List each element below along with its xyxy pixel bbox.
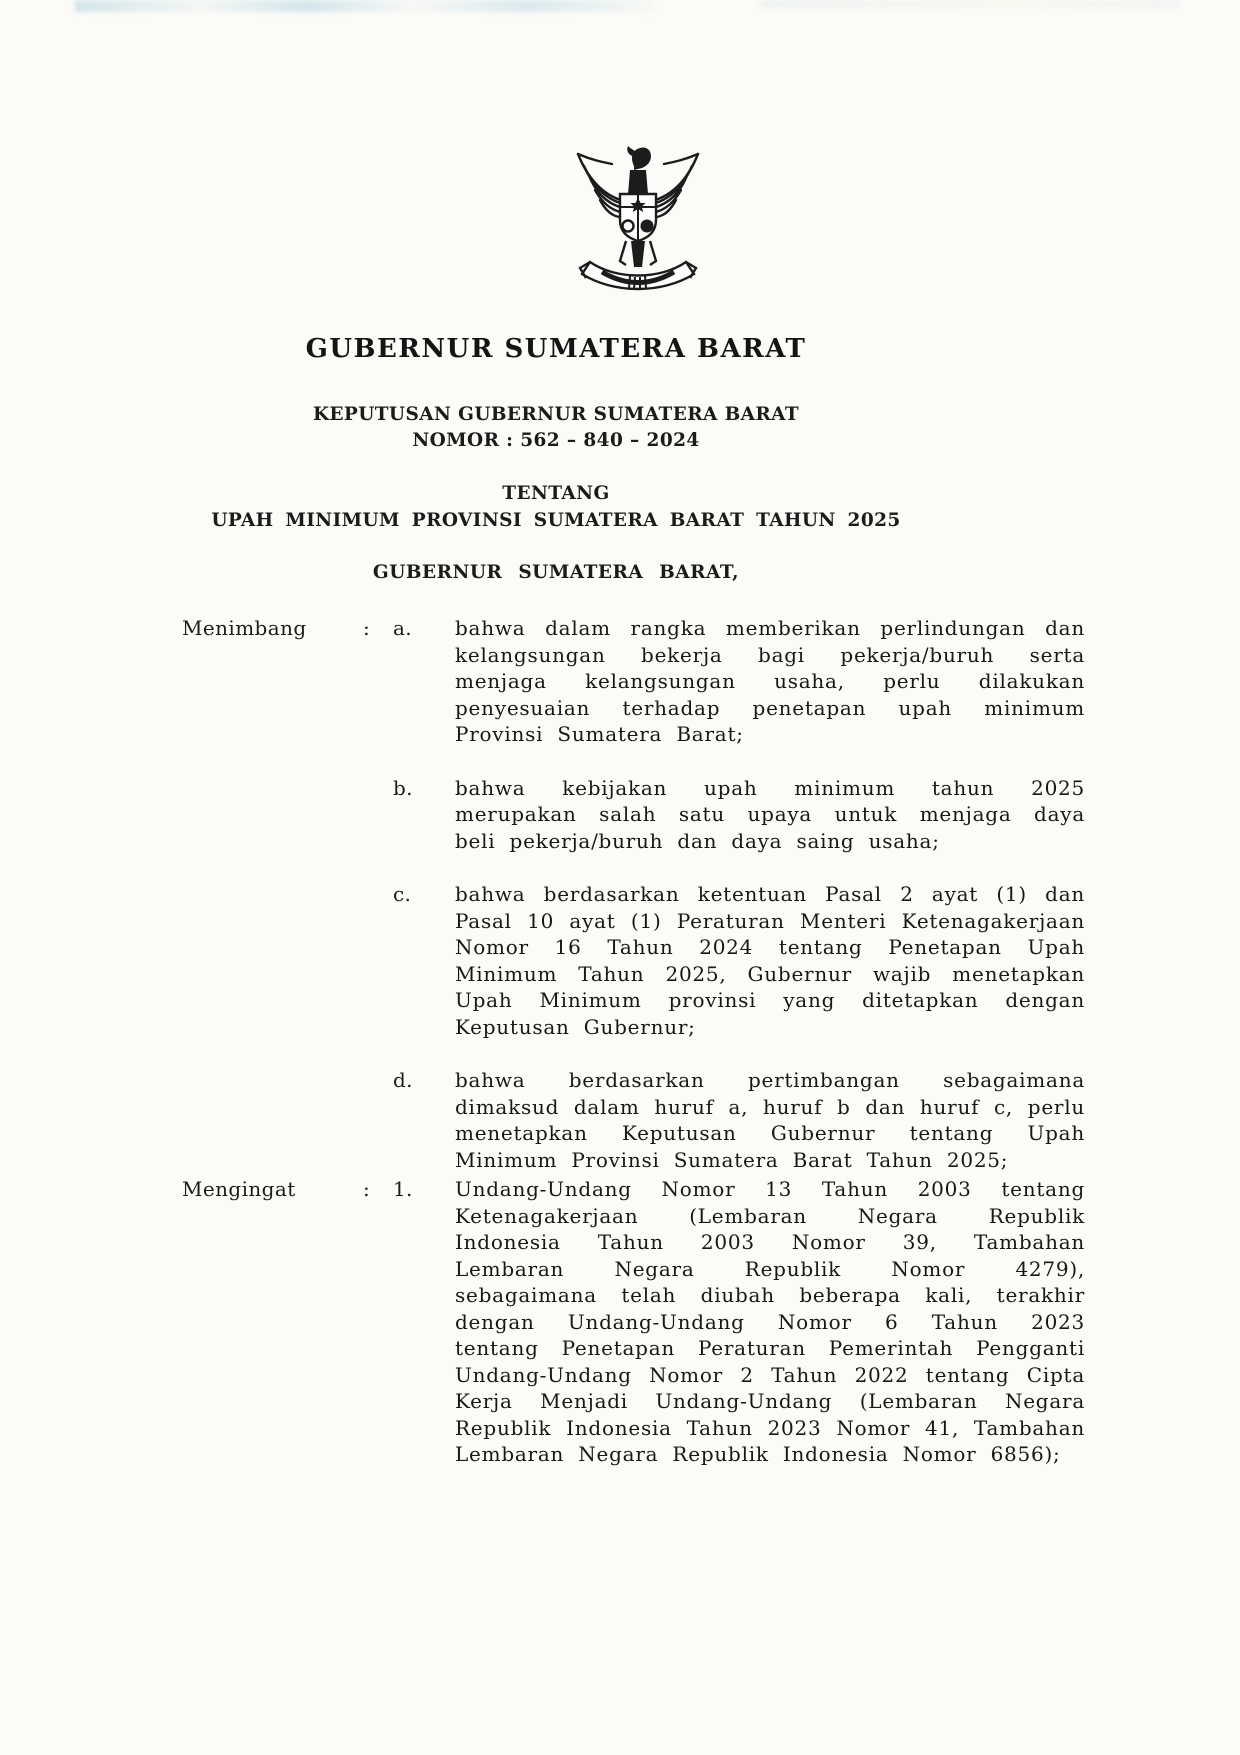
item-marker: 1. (393, 1177, 413, 1201)
about-subject: UPAH MINIMUM PROVINSI SUMATERA BARAT TAHUN 2025 (211, 510, 901, 531)
section-colon: : (363, 1177, 370, 1201)
item-marker: a. (393, 616, 412, 640)
section-label: Menimbang (182, 616, 307, 640)
page-title: GUBERNUR SUMATERA BARAT (305, 334, 807, 364)
about-label: TENTANG (502, 483, 610, 504)
decree-title: KEPUTUSAN GUBERNUR SUMATERA BARAT (312, 404, 800, 425)
issuer-salutation: GUBERNUR SUMATERA BARAT, (372, 562, 740, 583)
consideration-item: bahwa berdasarkan ketentuan Pasal 2 ayat (1) dan Pasal 10 ayat (1) Peraturan Menteri Ketenagakerjaan Nomor 16 Tahun 2024 tentang Penetapan Upah Minimum Tahun 2025, Gubernur wajib menetapkan Upah Minimum provinsi yang ditetapkan dengan Keputusan Gubernur; (455, 882, 1085, 1039)
section-colon: : (363, 616, 370, 640)
mengingat-section (182, 1176, 1085, 1468)
scan-artifact (760, 0, 1180, 8)
spacer (363, 881, 393, 1040)
menimbang-section (182, 615, 1085, 1173)
consideration-item: bahwa kebijakan upah minimum tahun 2025 merupakan salah satu upaya untuk menjaga daya beli pekerja/buruh dan daya saing usaha; (455, 775, 1085, 853)
decree-heading (176, 402, 936, 454)
spacer (182, 1067, 363, 1173)
section-label: Mengingat (182, 1177, 296, 1201)
legal-basis-item: Undang-Undang Nomor 13 Tahun 2003 tentang Ketenagakerjaan (Lembaran Negara Republik Indonesia Tahun 2003 Nomor 39, Tambahan Lembaran Negara Republik Nomor 4279), sebagaimana telah diubah beberapa kali, terakhir dengan Undang-Undang Nomor 6 Tahun 2023 tentang Penetapan Peraturan Pemerintah Pengganti Undang-Undang Nomor 2 Tahun 2022 tentang Cipta Kerja Menjadi Undang-Undang (Lembaran Negara Republik Indonesia Tahun 2023 Nomor 41, Tambahan Lembaran Negara Republik Indonesia Nomor 6856); (455, 1177, 1085, 1466)
decree-number: NOMOR : 562 – 840 – 2024 (412, 430, 700, 451)
spacer (182, 881, 363, 1040)
spacer (363, 775, 393, 855)
item-marker: b. (393, 775, 413, 800)
scan-artifact (75, 0, 655, 12)
about-heading (176, 480, 936, 534)
spacer (363, 1067, 393, 1173)
consideration-item: bahwa dalam rangka memberikan perlindungan dan kelangsungan bekerja bagi pekerja/buruh serta menjaga kelangsungan usaha, perlu dilakukan penyesuaian terhadap penetapan upah minimum Provinsi Sumatera Barat; (455, 616, 1085, 746)
spacer (182, 775, 363, 855)
item-marker: d. (393, 1068, 413, 1092)
garuda-pancasila-icon (568, 136, 708, 292)
consideration-item: bahwa berdasarkan pertimbangan sebagaimana dimaksud dalam huruf a, huruf b dan huruf c, perlu menetapkan Keputusan Gubernur tentang Upah Minimum Provinsi Sumatera Barat Tahun 2025; (455, 1068, 1085, 1172)
item-marker: c. (393, 882, 412, 906)
